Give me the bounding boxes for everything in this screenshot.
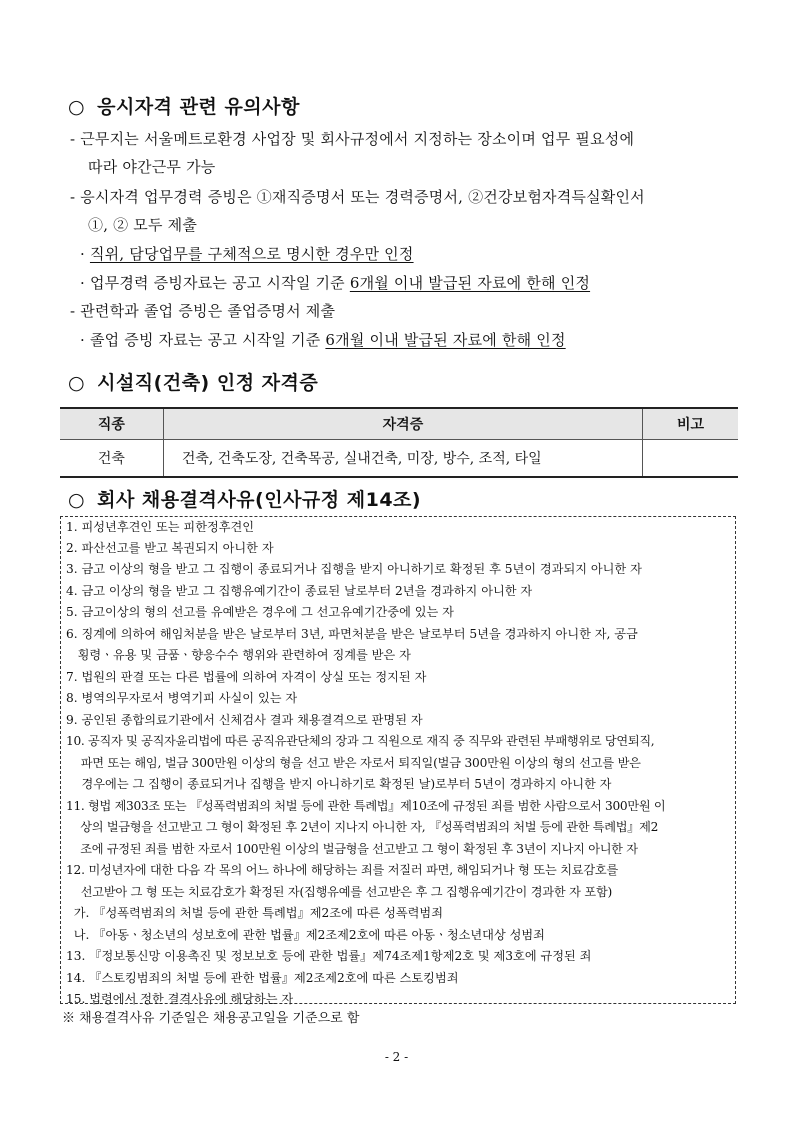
table-cell	[643, 440, 738, 478]
table-row	[60, 440, 738, 478]
section-heading-disqualifications	[68, 485, 421, 512]
page-number: - 2 -	[384, 1050, 409, 1064]
bullet-icon: ·	[80, 245, 85, 263]
list-item: 9. 공인된 종합의료기관에서 신체검사 결과 채용결격으로 판명된 자	[66, 713, 423, 727]
circle-bullet-icon: ○	[68, 489, 86, 511]
list-item: 경우에는 그 집행이 종료되거나 집행을 받지 아니하기로 확정된 날)로부터 5년이 경과하지 아니한 자	[66, 777, 612, 791]
text-line: ①, ② 모두 제출	[88, 216, 198, 234]
list-item: 10. 공직자 및 공직자윤리법에 따른 공직유관단체의 장과 그 직원으로 재직 중 직무와 관련된 부패행위로 당연퇴직,	[66, 734, 655, 748]
list-item: 11. 형법 제303조 또는 『성폭력범죄의 처벌 등에 관한 특례법』제10조에 규정된 죄를 범한 사람으로서 300만원 이	[66, 799, 666, 813]
list-item: 가. 『성폭력범죄의 처벌 등에 관한 특례법』제2조에 따른 성폭력범죄	[66, 906, 443, 920]
bullet-icon: ·	[80, 331, 85, 349]
list-item: 조에 규정된 죄를 범한 자로서 100만원 이상의 벌금형을 선고받고 그 형이 확정된 후 3년이 지나지 아니한 자	[66, 842, 638, 856]
section-heading-certificates	[68, 368, 318, 395]
section-heading-eligibility	[68, 92, 300, 119]
list-item: 4. 금고 이상의 형을 받고 그 집행유예기간이 종료된 날로부터 2년을 경과하지 아니한 자	[66, 584, 533, 598]
column-header: 비고	[643, 408, 738, 440]
list-item: 2. 파산선고를 받고 복권되지 아니한 자	[66, 541, 274, 555]
section-title: 시설직(건축) 인정 자격증	[97, 372, 319, 394]
circle-bullet-icon: ○	[68, 96, 86, 118]
footnote: ※ 채용결격사유 기준일은 채용공고일을 기준으로 함	[62, 1011, 360, 1026]
list-item: 13. 『정보통신망 이용촉진 및 정보보호 등에 관한 법률』제74조제1항제2호 및 제3호에 규정된 죄	[66, 949, 592, 963]
text-line: - 응시자격 업무경력 증빙은 ①재직증명서 또는 경력증명서, ②건강보험자격득실확인서	[70, 188, 645, 206]
bullet-icon: ·	[80, 274, 85, 292]
text-line	[80, 243, 414, 264]
list-item: 5. 금고이상의 형의 선고를 유예받은 경우에 그 선고유예기간중에 있는 자	[66, 605, 454, 619]
list-item: 선고받아 그 형 또는 치료감호가 확정된 자(집행유예를 선고받은 후 그 집행유예기간이 경과한 자 포함)	[66, 885, 613, 899]
text-part: 업무경력 증빙자료는 공고 시작일 기준	[89, 274, 350, 292]
certificate-table	[60, 407, 738, 478]
section-title: 회사 채용결격사유(인사규정 제14조)	[97, 489, 422, 511]
list-item: 나. 『아동ㆍ청소년의 성보호에 관한 법률』제2조제2호에 따른 아동ㆍ청소년대상 성범죄	[66, 928, 545, 942]
table-header-row	[60, 408, 738, 440]
underlined-text: 6개월 이내 발급된 자료에 한해 인정	[349, 274, 591, 292]
list-item: 8. 병역의무자로서 병역기피 사실이 있는 자	[66, 691, 298, 705]
underlined-text: 직위, 담당업무를 구체적으로 명시한 경우만 인정	[89, 245, 414, 263]
column-header: 직종	[60, 408, 163, 440]
text-line	[80, 272, 590, 293]
section-title: 응시자격 관련 유의사항	[97, 96, 300, 118]
list-item: 12. 미성년자에 대한 다음 각 목의 어느 하나에 해당하는 죄를 저질러 파면, 해임되거나 형 또는 치료감호를	[66, 863, 619, 877]
text-line: 따라 야간근무 가능	[88, 158, 216, 176]
list-item: 3. 금고 이상의 형을 받고 그 집행이 종료되거나 집행을 받지 아니하기로 확정된 후 5년이 경과되지 아니한 자	[66, 562, 642, 576]
text-part: 졸업 증빙 자료는 공고 시작일 기준	[89, 331, 326, 349]
list-item: 15. 법령에서 정한 결격사유에 해당하는 자	[66, 992, 294, 1006]
text-line: - 관련학과 졸업 증빙은 졸업증명서 제출	[70, 302, 336, 320]
table-cell: 건축	[60, 440, 163, 478]
text-line	[80, 329, 566, 350]
list-item: 14. 『스토킹범죄의 처벌 등에 관한 법률』제2조제2호에 따른 스토킹범죄	[66, 971, 459, 985]
circle-bullet-icon: ○	[68, 372, 86, 394]
list-item: 7. 법원의 판결 또는 다른 법률에 의하여 자격이 상실 또는 정지된 자	[66, 670, 427, 684]
table-cell: 건축, 건축도장, 건축목공, 실내건축, 미장, 방수, 조적, 타일	[163, 440, 642, 478]
list-item: 1. 피성년후견인 또는 피한정후견인	[66, 520, 255, 534]
underlined-text: 6개월 이내 발급된 자료에 한해 인정	[325, 331, 566, 349]
list-item: 6. 징계에 의하여 해임처분을 받은 날로부터 3년, 파면처분을 받은 날로부터 5년을 경과하지 아니한 자, 공금	[66, 627, 638, 641]
list-item: 횡령ㆍ유용 및 금품ㆍ향응수수 행위와 관련하여 징계를 받은 자	[66, 648, 411, 662]
list-item: 상의 벌금형을 선고받고 그 형이 확정된 후 2년이 지나지 아니한 자, 『성폭력범죄의 처벌 등에 관한 특례법』제2	[66, 820, 659, 834]
column-header: 자격증	[163, 408, 642, 440]
list-item: 파면 또는 해임, 벌금 300만원 이상의 형을 선고 받은 자로서 퇴직일(벌금 300만원 이상의 형의 선고를 받은	[66, 756, 641, 770]
text-line: - 근무지는 서울메트로환경 사업장 및 회사규정에서 지정하는 장소이며 업무 필요성에	[70, 130, 635, 148]
